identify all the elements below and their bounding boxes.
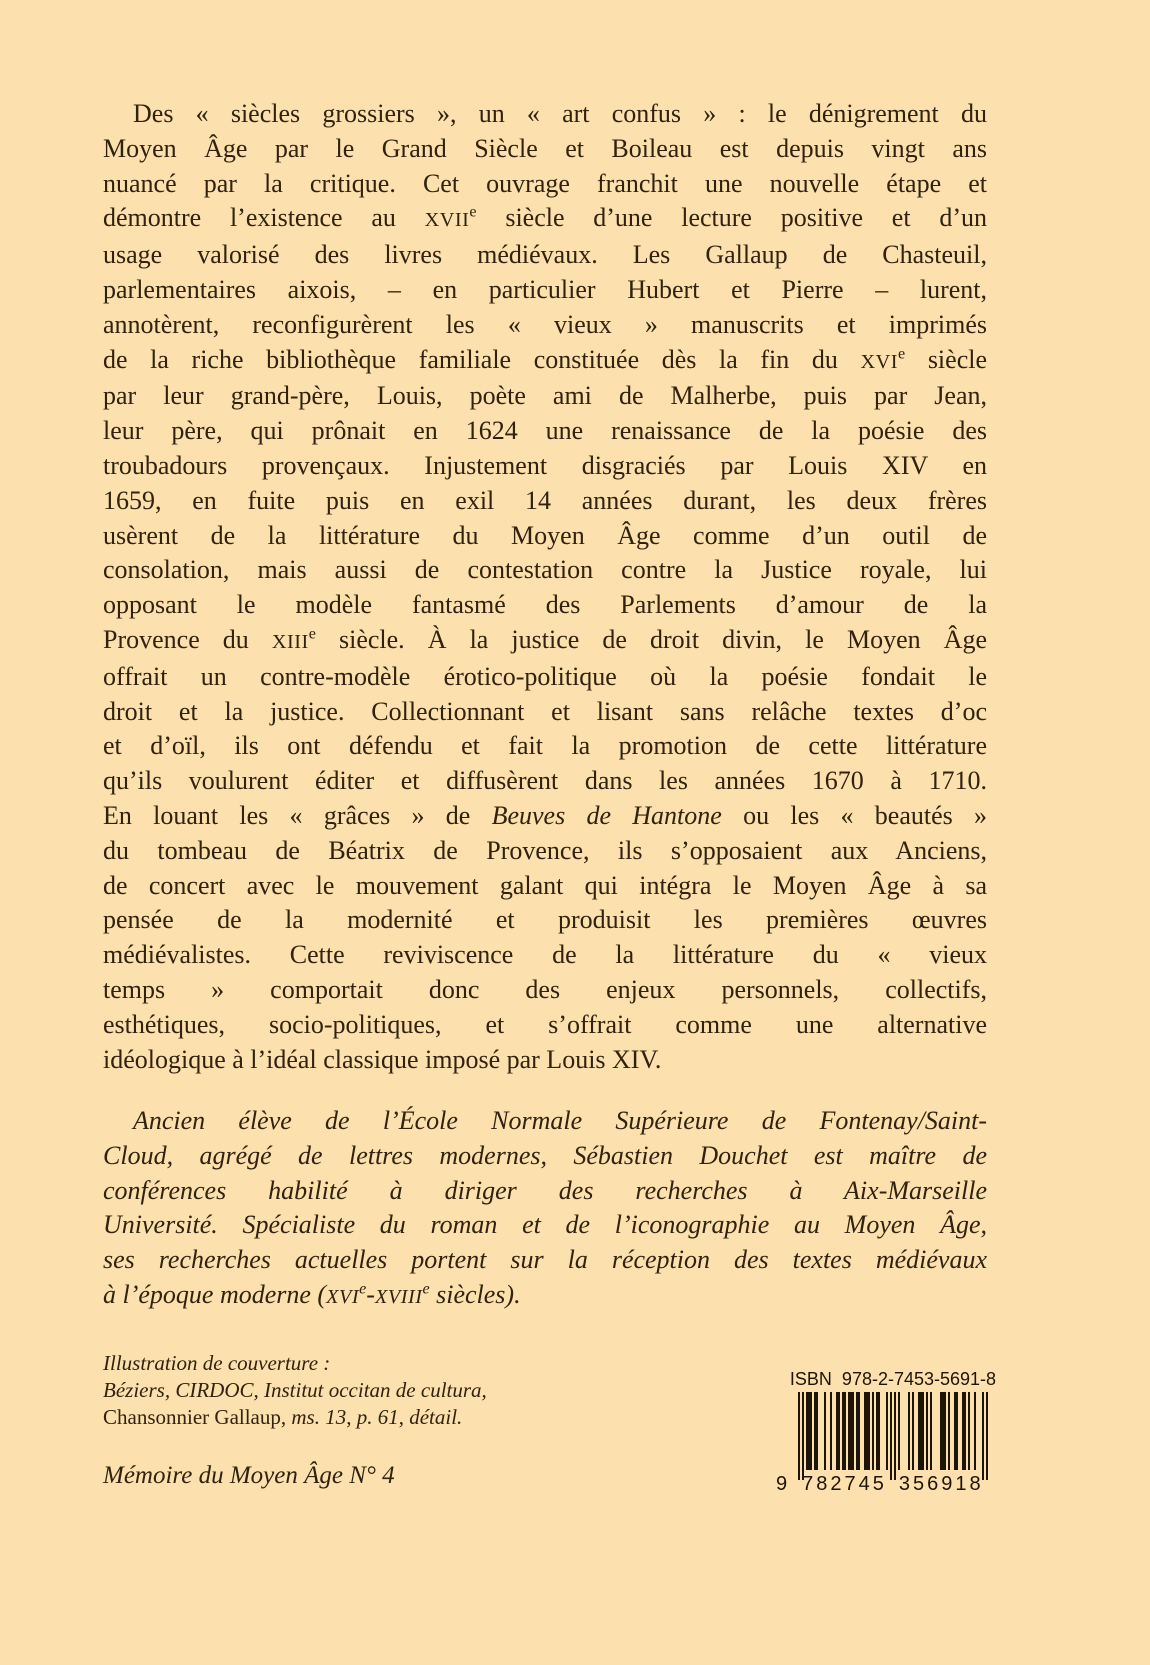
text-segment: nuancé par la critique. Cet ouvrage franchit une nouvelle étape et: [103, 168, 987, 198]
text-segment: siècle. À la justice de droit divin, le Moyen Âge: [315, 624, 987, 654]
text-segment: Moyen Âge par le Grand Siècle et Boileau est depuis vingt ans: [103, 133, 987, 163]
text-line: [103, 623, 987, 660]
text-segment: Provence du: [103, 624, 272, 654]
text-line: [103, 1043, 987, 1078]
barcode-digit-group1: 782745: [802, 1473, 887, 1495]
text-segment: e: [469, 203, 477, 221]
text-segment: opposant le modèle fantasmé des Parlements d’amour de la: [103, 590, 987, 620]
text-line: [103, 869, 987, 904]
text-segment: 1659, en fuite puis en exil 14 années durant, les deux frères: [103, 485, 987, 515]
blurb-paragraph: [103, 97, 987, 1077]
text-segment: siècle d’une lecture positive et d’un: [476, 203, 987, 233]
text-segment: ou les « beautés »: [721, 800, 988, 830]
text-segment: e: [422, 1280, 430, 1298]
text-line: [103, 273, 987, 308]
text-segment: démontre l’existence au: [103, 203, 425, 233]
text-line: [103, 449, 987, 484]
text-line: [103, 308, 987, 343]
text-line: [103, 519, 987, 554]
text-segment: XIII: [271, 630, 309, 653]
text-segment: qu’ils voulurent éditer et diffusèrent dans les années 1670 à 1710.: [103, 766, 987, 796]
text-line: [103, 1104, 987, 1139]
text-segment: annotèrent, reconfigurèrent les « vieux » manuscrits et imprimés: [103, 309, 987, 339]
text-segment: esthétiques, socio-politiques, et s’offrait comme une alternative: [103, 1009, 987, 1039]
text-segment: conférences habilité à diriger des recherches à Aix-Marseille: [103, 1175, 987, 1205]
text-segment: médiévalistes. Cette reviviscence de la littérature du « vieux: [103, 940, 987, 970]
text-segment: et d’oïl, ils ont défendu et fait la promotion de cette littérature: [103, 731, 987, 761]
text-segment: Ancien élève de l’École Normale Supérieure de Fontenay/Saint-: [133, 1106, 987, 1135]
text-segment: détail.: [409, 1405, 463, 1429]
cover-illustration-credit: [103, 1350, 723, 1431]
text-segment: ,: [346, 1405, 357, 1429]
author-bio-paragraph: [103, 1104, 987, 1315]
text-segment: Université. Spécialiste du roman et de l’iconographie au Moyen Âge,: [103, 1210, 987, 1240]
text-segment: e: [898, 344, 906, 362]
text-segment: usage valorisé des livres médiévaux. Les Gallaup de Chasteuil,: [103, 240, 987, 270]
text-line: [103, 834, 987, 869]
text-line: [103, 484, 987, 519]
text-line: [103, 695, 987, 730]
text-segment: droit et la justice. Collectionnant et lisant sans relâche textes d’oc: [103, 696, 987, 726]
text-segment: Cloud, agrégé de lettres modernes, Sébastien Douchet est maître de: [103, 1140, 987, 1170]
barcode-digit-group2: 356918: [898, 1473, 984, 1495]
text-line: [103, 729, 987, 764]
text-segment: p. 61: [356, 1405, 399, 1429]
text-segment: XVIII: [374, 1285, 423, 1308]
text-segment: usèrent de la littérature du Moyen Âge comme d’un outil de: [103, 520, 987, 550]
text-segment: ,: [398, 1405, 410, 1429]
text-line: [103, 132, 987, 167]
text-segment: XVII: [424, 209, 470, 232]
text-line: [103, 1008, 987, 1043]
text-line: [103, 414, 987, 449]
text-line: [103, 799, 987, 834]
text-segment: leur père, qui prônait en 1624 une renaissance de la poésie des: [103, 416, 987, 446]
series-title: Mémoire du Moyen Âge N° 4: [103, 1462, 395, 1489]
text-line: [103, 97, 987, 132]
text-segment: du tombeau de Béatrix de Provence, ils s’opposaient aux Anciens,: [103, 835, 987, 865]
text-segment: à l’époque moderne (: [103, 1279, 327, 1309]
text-segment: Béziers, CIRDOC, Institut occitan de cultura,: [103, 1378, 487, 1402]
text-segment: Illustration de couverture :: [103, 1351, 331, 1375]
text-line: [103, 201, 987, 238]
isbn-number: ISBN 978-2-7453-5691-8: [789, 1369, 997, 1389]
text-segment: Chansonnier Gallaup,: [103, 1405, 292, 1429]
text-segment: consolation, mais aussi de contestation contre la Justice royale, lui: [103, 555, 987, 585]
text-segment: XVI: [860, 350, 899, 373]
text-segment: pensée de la modernité et produisit les premières œuvres: [103, 905, 987, 935]
barcode-digit-prefix: 9: [776, 1473, 791, 1495]
text-line: [103, 238, 987, 273]
text-segment: ses recherches actuelles portent sur la réception des textes médiévaux: [103, 1245, 987, 1275]
text-line: [103, 167, 987, 202]
text-line: [103, 588, 987, 623]
text-line: [103, 1377, 723, 1404]
text-segment: par leur grand-père, Louis, poète ami de Malherbe, puis par Jean,: [103, 381, 987, 411]
text-line: [103, 379, 987, 414]
text-line: [103, 1243, 987, 1278]
text-line: [103, 1208, 987, 1243]
text-segment: e: [359, 1280, 367, 1298]
text-segment: Beuves de Hantone: [491, 800, 722, 830]
text-segment: troubadours provençaux. Injustement disgraciés par Louis XIV en: [103, 450, 987, 480]
text-segment: XVI: [326, 1285, 360, 1308]
text-segment: ms. 13: [291, 1405, 347, 1429]
text-line: [103, 764, 987, 799]
text-segment: parlementaires aixois, – en particulier Hubert et Pierre – lurent,: [103, 274, 987, 304]
barcode-bar: [986, 1392, 988, 1480]
text-segment: temps » comportait donc des enjeux personnels, collectifs,: [103, 974, 987, 1004]
text-segment: Des « siècles grossiers », un « art confus » : le dénigrement du: [133, 99, 987, 128]
text-line: [103, 553, 987, 588]
text-segment: e: [308, 625, 316, 643]
text-line: [103, 1404, 723, 1431]
text-line: [103, 903, 987, 938]
text-segment: siècles).: [429, 1279, 521, 1309]
text-line: [103, 1278, 987, 1315]
text-line: [103, 1350, 723, 1377]
text-line: [103, 973, 987, 1008]
text-segment: -: [366, 1279, 375, 1309]
text-line: [103, 1174, 987, 1209]
text-segment: idéologique à l’idéal classique imposé par Louis XIV.: [103, 1044, 662, 1074]
text-line: [103, 938, 987, 973]
ean13-barcode: [798, 1392, 988, 1480]
text-line: [103, 343, 987, 380]
text-segment: En louant les « grâces » de: [103, 800, 492, 830]
text-segment: offrait un contre-modèle érotico-politique où la poésie fondait le: [103, 661, 987, 691]
text-segment: siècle: [905, 344, 988, 374]
text-segment: de concert avec le mouvement galant qui intégra le Moyen Âge à sa: [103, 870, 987, 900]
text-segment: de la riche bibliothèque familiale constituée dès la fin du: [103, 344, 861, 374]
text-line: [103, 1139, 987, 1174]
isbn-block: [776, 1368, 1000, 1496]
text-line: [103, 660, 987, 695]
